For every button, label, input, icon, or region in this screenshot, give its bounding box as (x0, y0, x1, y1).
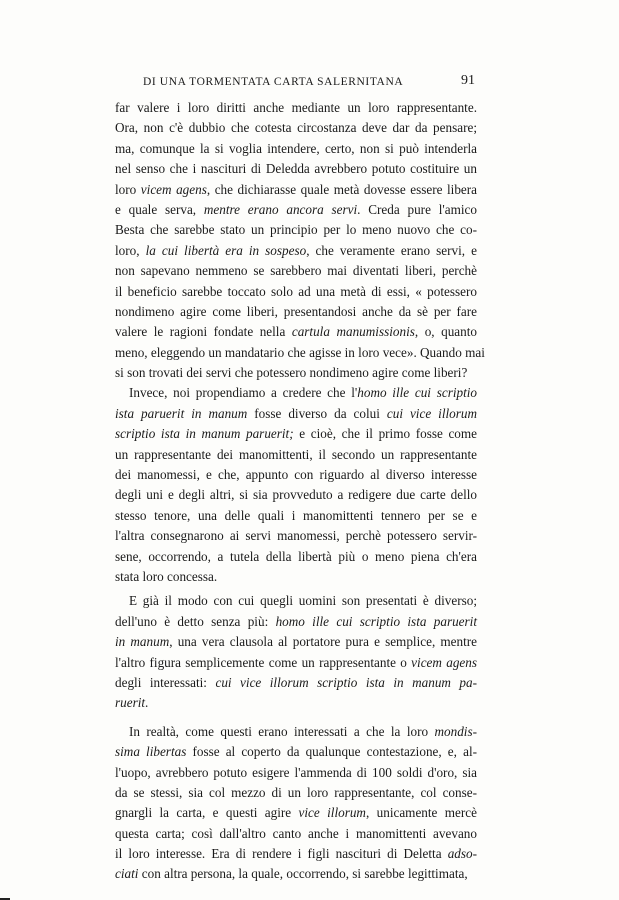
text-line: dei manomessi, e che, appunto con riguardo al diverso interesse (115, 467, 477, 483)
italic-phrase: homo ille cui scriptio (357, 385, 478, 401)
italic-phrase: cui vice illorum scriptio ista in manum pa- (215, 674, 478, 690)
italic-phrase: cartula manumissionis (291, 324, 415, 340)
text-line: ista paruerit in manum fosse diverso da colui cui vice illorum (115, 405, 477, 421)
paragraph-2 (115, 383, 477, 587)
text-line: sene, occorrendo, a tutela della libertà più o meno piena ch'era (115, 548, 477, 564)
text-line: nel senso che i nascituri di Deledda avrebbero potuto costituire un (115, 161, 477, 177)
text-line: Ora, non c'è dubbio che cotesta circostanza deve dar da pensare; (115, 120, 477, 136)
text-line: il loro interesse. Era di rendere i figli nascituri di Deletta adso- (115, 846, 477, 862)
italic-phrase: sima libertas (115, 744, 187, 760)
text-line: ma, comunque la si voglia intendere, certo, non si può intenderla (115, 140, 477, 156)
text-line: da se stessi, sia col mezzo di un loro rappresentante, col conse- (115, 784, 477, 800)
text-line: ruerit. (115, 695, 149, 711)
italic-phrase: cui vice illorum (386, 405, 477, 421)
italic-phrase: in manum (115, 634, 170, 650)
text-line: degli uni e degli altri, si sia provveduto a redigere due carte dello (115, 487, 477, 503)
page-number: 91 (461, 73, 475, 88)
italic-phrase: adso- (447, 846, 477, 862)
text-line: stata loro concessa. (115, 568, 218, 584)
text-line: degli interessati: cui vice illorum scriptio ista in manum pa- (115, 674, 478, 690)
paragraph-4 (115, 722, 477, 885)
italic-phrase: homo ille cui scriptio ista paruerit (275, 613, 477, 629)
italic-phrase: vice illorum (298, 805, 366, 821)
italic-phrase: mentre erano ancora servi (203, 201, 358, 217)
paragraph-3 (115, 591, 477, 713)
paragraph-1 (115, 98, 485, 383)
text-line: l'altra consegnarono ai servi manomessi, perchè potessero servir- (115, 528, 477, 544)
text-line: questa carta; così dall'altro canto anche i manomittenti avevano (115, 825, 477, 841)
text-line: loro, la cui libertà era in sospeso, che veramente erano servi, e (115, 242, 477, 258)
text-line: dell'uno è detto senza più: homo ille cui scriptio ista paruerit (115, 613, 477, 629)
text-line: stesso tenore, una delle quali i manomittenti tennero per se e (115, 507, 477, 523)
text-line: l'altro figura semplicemente come un rappresentante o vicem agens (115, 654, 477, 670)
italic-phrase: ciati (115, 866, 139, 882)
italic-phrase: ista paruerit in manum (115, 405, 248, 421)
text-line: l'uopo, avrebbero potuto esigere l'ammenda di 100 soldi d'oro, sia (115, 764, 477, 780)
text-line: meno, eleggendo un mandatario che agisse in loro vece». Quando mai (115, 344, 485, 360)
italic-phrase: vicem agens (140, 181, 207, 197)
italic-phrase: mondis- (434, 723, 477, 739)
text-line: far valere i loro diritti anche mediante un loro rappresentante. (115, 100, 477, 115)
text-line: in manum, una vera clausola al portatore pura e semplice, mentre (115, 634, 478, 650)
running-title: DI UNA TORMENTATA CARTA SALERNITANA (143, 76, 404, 88)
text-line: loro vicem agens, che dichiarasse quale metà dovesse essere libera (115, 181, 478, 197)
text-line: gnargli la carta, e questi agire vice illorum, unicamente mercè (115, 805, 477, 821)
italic-phrase: vicem agens (411, 654, 477, 670)
text-line: si son trovati dei servi che potessero nondimeno agire come liberi? (115, 365, 468, 381)
text-line: non sapevano nemmeno se sarebbero mai diventati liberi, perchè (115, 263, 477, 279)
text-line: scriptio ista in manum paruerit; e cioè, che il primo fosse come (115, 426, 478, 442)
text-line: e quale serva, mentre erano ancora servi. Creda pure l'amico (115, 201, 477, 217)
text-line: In realtà, come questi erano interessati a che la loro mondis- (129, 723, 477, 739)
italic-phrase: scriptio ista in manum paruerit; (115, 426, 294, 442)
body-text (115, 98, 485, 885)
text-line: E già il modo con cui quegli uomini son presentati è diverso; (129, 593, 477, 609)
text-line: sima libertas fosse al coperto da qualunque contestazione, e, al- (115, 744, 477, 760)
text-line: Besta che sarebbe stato un principio per lo meno nuovo che co- (115, 222, 477, 238)
text-line: un rappresentante dei manomittenti, il secondo un rappresentante (115, 446, 477, 462)
italic-phrase: la cui libertà era in sospeso (145, 242, 307, 258)
text-line: ciati con altra persona, la quale, occorrendo, si sarebbe legittimata, (115, 866, 468, 882)
text-line: nondimeno agire come liberi, presentandosi anche da sè per fare (115, 303, 477, 319)
italic-phrase: ruerit (115, 695, 146, 711)
text-line: Invece, noi propendiamo a credere che l'homo ille cui scriptio (129, 385, 478, 401)
text-line: valere le ragioni fondate nella cartula manumissionis, o, quanto (115, 324, 477, 340)
text-line: il beneficio sarebbe toccato solo ad una metà di essi, « potessero (115, 283, 477, 299)
